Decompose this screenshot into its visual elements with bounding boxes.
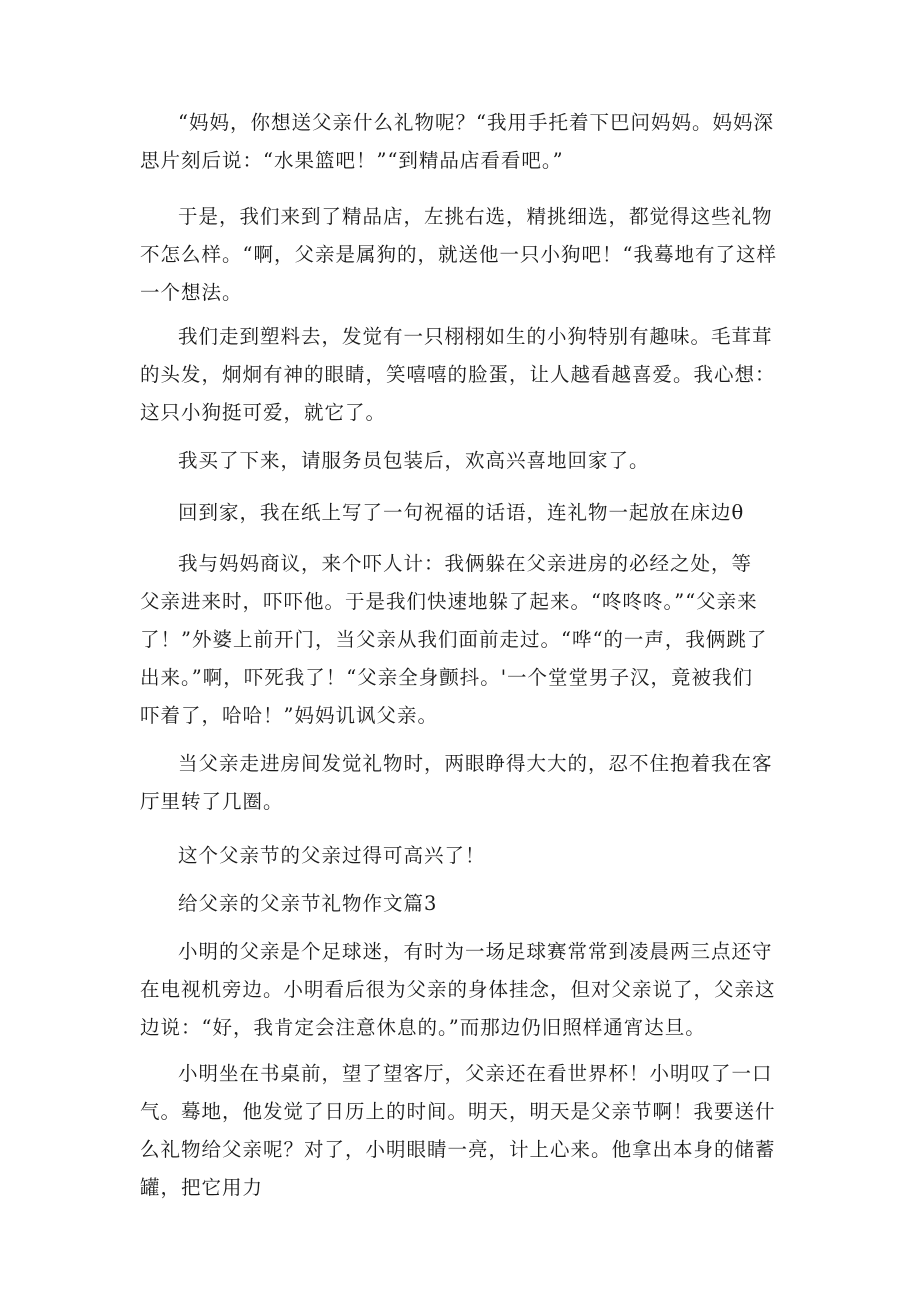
paragraph-8: 这个父亲节的父亲过得可高兴了！ <box>178 844 486 867</box>
paragraph-6: 我与妈妈商议，来个吓人计：我俩躲在父亲进房的必经之处，等父亲进来时，吓吓他。于是我们快速地躲了起来。“咚咚咚。”“父亲来了！”外婆上前开门，当父亲从我们面前走过。“哗“的一声，我俩跳了出来。”啊，吓死我了！“父亲全身颤抖。'一个堂堂男子汉，竟被我们吓着了，哈哈！”妈妈讥讽父亲。 <box>140 552 768 727</box>
section-heading: 给父亲的父亲节礼物作文篇3 <box>178 892 438 915</box>
paragraph-10: 小明坐在书桌前，望了望客厅，父亲还在看世界杯！小明叹了一口气。蓦地，他发觉了日历上的时间。明天，明天是父亲节啊！我要送什么礼物给父亲呢？对了，小明眼睛一亮，计上心来。他拿出本身的储蓄罐，把它用力 <box>140 1062 776 1199</box>
paragraph-2: 于是，我们来到了精品店，左挑右选，精挑细选，都觉得这些礼物不怎么样。“啊，父亲是属狗的，就送他一只小狗吧！“我蓦地有了这样一个想法。 <box>140 205 777 304</box>
paragraph-3: 我们走到塑料去，发觉有一只栩栩如生的小狗特别有趣味。毛茸茸的头发，炯炯有神的眼睛，笑嘻嘻的脸蛋，让人越看越喜爱。我心想：这只小狗挺可爱，就它了。 <box>140 325 776 424</box>
paragraph-9: 小明的父亲是个足球迷，有时为一场足球赛常常到凌晨两三点还守在电视机旁边。小明看后很为父亲的身体挂念，但对父亲说了，父亲这边说：“好，我肯定会注意休息的。”而那边仍旧照样通宵达旦。 <box>140 940 776 1039</box>
paragraph-7: 当父亲走进房间发觉礼物时，两眼睁得大大的，忍不住抱着我在客厅里转了几圈。 <box>140 752 773 813</box>
paragraph-4: 我买了下来，请服务员包装后，欢高兴喜地回家了。 <box>178 449 650 472</box>
paragraph-5: 回到家，我在纸上写了一句祝福的话语，连礼物一起放在床边θ <box>178 501 745 524</box>
paragraph-1: “妈妈，你想送父亲什么礼物呢？“我用手托着下巴问妈妈。妈妈深思片刻后说：“水果篮吧！”“到精品店看看吧。” <box>140 111 774 172</box>
